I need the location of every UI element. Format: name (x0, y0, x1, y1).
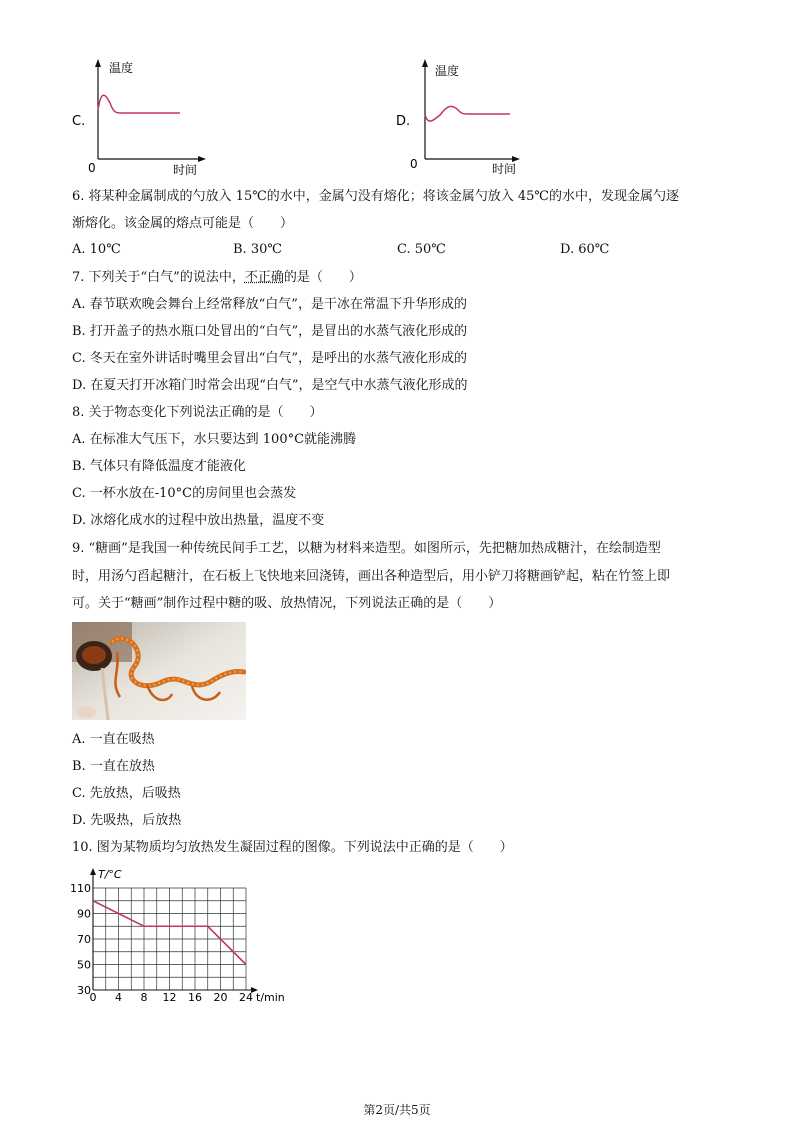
q9-option-c: C. 先放热，后吸热 (72, 786, 181, 801)
graph-c-ylabel: 温度 (109, 61, 134, 75)
graph-d-letter: D. (396, 114, 411, 129)
q8-stem: 8. 关于物态变化下列说法正确的是（ ） (72, 405, 323, 420)
sugar-painting-photo (72, 622, 246, 720)
x-tick-label: 0 (89, 991, 97, 1004)
q10-temperature-chart (60, 860, 300, 1010)
q7-stem-emphasis: 不正确 (244, 270, 284, 285)
chart-y-ticks (70, 882, 91, 997)
q9-option-d: D. 先吸热，后放热 (72, 813, 182, 828)
page-footer: 第2页/共5页 (363, 1103, 431, 1117)
graph-c-origin: 0 (88, 161, 96, 175)
q9-option-a: A. 一直在吸热 (72, 732, 155, 747)
y-tick-label: 90 (77, 907, 91, 921)
q7-option-a: A. 春节联欢晚会舞台上经常释放“白气”，是干冰在常温下升华形成的 (72, 297, 467, 312)
q6-option-a: A. 10℃ (72, 242, 121, 257)
x-tick-label: 16 (188, 991, 202, 1004)
q6-stem-line-1: 6. 将某种金属制成的勺放入 15℃的水中，金属勺没有熔化；将该金属勺放入 45℃的水中，发现金属勺逐 (72, 189, 679, 204)
x-tick-label: 12 (162, 991, 177, 1004)
q7-option-c: C. 冬天在室外讲话时嘴里会冒出“白气”，是呼出的水蒸气液化形成的 (72, 351, 468, 366)
graph-c-letter: C. (72, 114, 86, 129)
y-tick-label: 70 (77, 933, 91, 946)
chart-y-axis-arrow (90, 868, 96, 875)
q8-option-d: D. 冰熔化成水的过程中放出热量，温度不变 (72, 513, 325, 528)
q9-stem-line-2: 时，用汤勺舀起糖汁，在石板上飞快地来回浇铸，画出各种造型后，用小铲刀将糖画铲起，粘在竹签上即 (72, 569, 671, 584)
chart-grid (93, 888, 246, 990)
x-tick-label: 8 (140, 991, 148, 1004)
chart-ylabel: T/°C (98, 868, 122, 881)
q6-option-d: D. 60℃ (560, 242, 610, 257)
q8-option-a: A. 在标准大气压下，水只要达到 100°C就能沸腾 (72, 432, 357, 447)
q6-option-b: B. 30℃ (233, 242, 282, 257)
y-tick-label: 110 (70, 882, 91, 895)
q6-options (0, 242, 794, 260)
q9-stem-line-3: 可。关于“糖画”制作过程中糖的吸、放热情况，下列说法正确的是（ ） (72, 596, 502, 611)
chart-x-ticks (90, 991, 254, 1004)
chart-xlabel: t/min (256, 991, 285, 1004)
x-tick-label: 24 (239, 991, 253, 1004)
q7-option-d: D. 在夏天打开冰箱门时常会出现“白气”，是空气中水蒸气液化形成的 (72, 378, 468, 393)
x-tick-label: 20 (213, 991, 228, 1004)
graph-d (388, 55, 548, 180)
chart-axes (90, 868, 258, 993)
q9-option-b: B. 一直在放热 (72, 759, 155, 774)
graph-d-xlabel: 时间 (492, 162, 517, 176)
q6-stem-line-2: 渐熔化。该金属的熔点可能是（ ） (72, 216, 294, 231)
q9-stem-line-1: 9. “糖画”是我国一种传统民间手工艺，以糖为材料来造型。如图所示，先把糖加热成糖汁，在绘制造型 (72, 541, 661, 556)
q7-stem (72, 269, 362, 287)
q10-stem: 10. 图为某物质均匀放热发生凝固过程的图像。下列说法中正确的是（ ） (72, 840, 513, 855)
graph-d-ylabel: 温度 (435, 64, 460, 78)
q6-option-c: C. 50℃ (397, 242, 446, 257)
q7-stem-post: 的是（ ） (283, 270, 362, 285)
x-tick-label: 4 (115, 991, 122, 1004)
graph-c (60, 55, 220, 180)
q8-option-b: B. 气体只有降低温度才能液化 (72, 459, 246, 474)
q8-option-c: C. 一杯水放在-10°C的房间里也会蒸发 (72, 486, 297, 501)
q7-option-b: B. 打开盖子的热水瓶口处冒出的“白气”，是冒出的水蒸气液化形成的 (72, 324, 468, 339)
y-tick-label: 30 (77, 984, 91, 997)
y-tick-label: 50 (77, 958, 91, 972)
graph-d-origin: 0 (410, 157, 418, 171)
graph-c-xlabel: 时间 (173, 163, 198, 177)
q7-stem-pre: 7. 下列关于“白气”的说法中， (72, 270, 245, 285)
